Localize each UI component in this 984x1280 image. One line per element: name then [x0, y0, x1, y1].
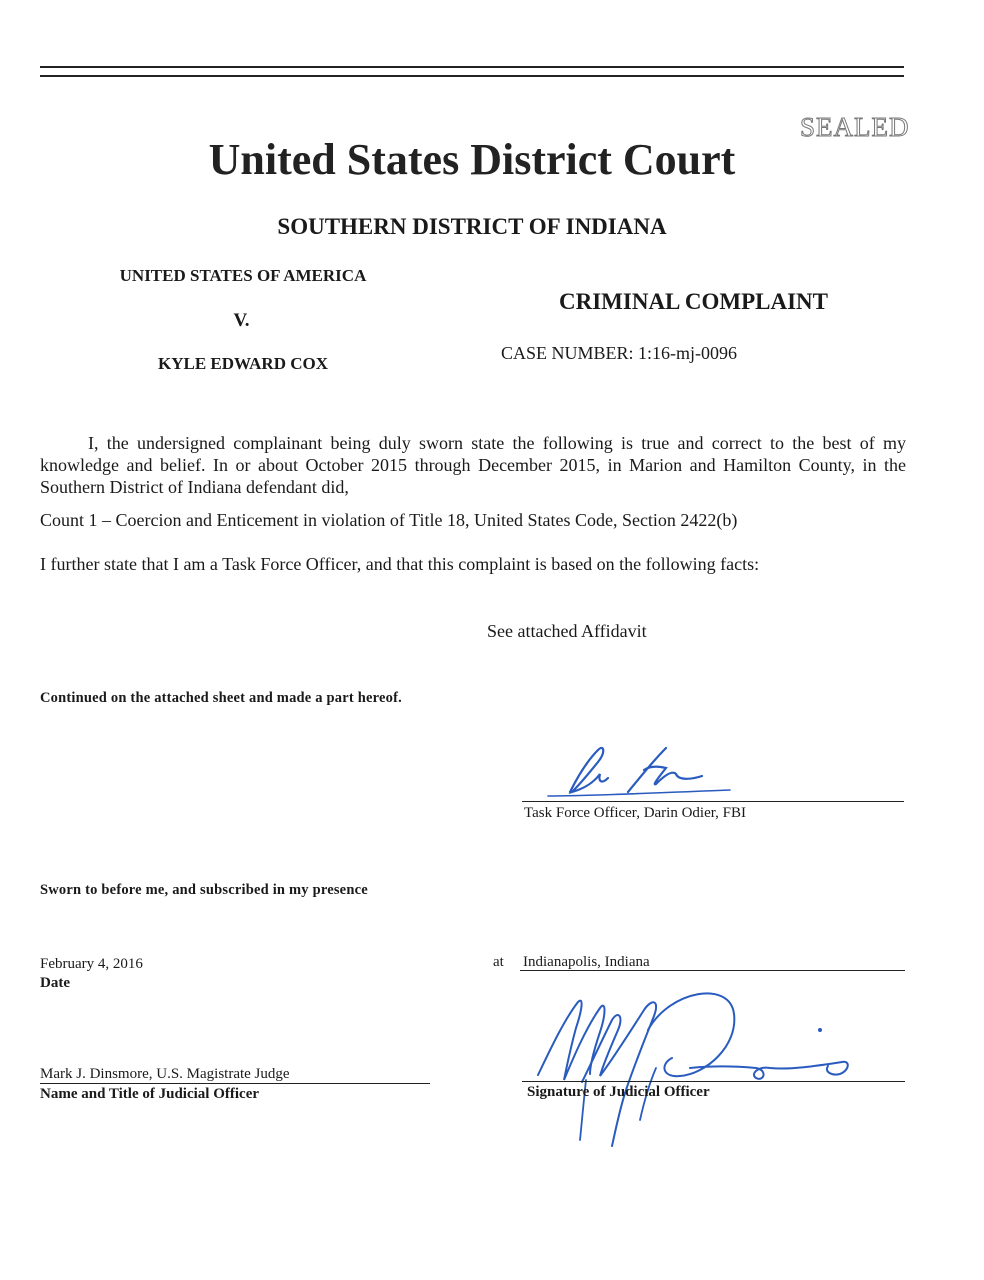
further-statement: I further state that I am a Task Force Officer, and that this complaint is based on the following facts: [40, 554, 760, 574]
sworn-note: Sworn to before me, and subscribed in my presence [40, 882, 368, 898]
plaintiff-name: UNITED STATES OF AMERICA [119, 266, 367, 285]
date-label: Date [40, 975, 70, 991]
complainant-caption: Task Force Officer, Darin Odier, FBI [524, 805, 746, 821]
location-value: Indianapolis, Indiana [523, 954, 650, 970]
attachment-note: See attached Affidavit [487, 621, 647, 641]
judicial-signature-label: Signature of Judicial Officer [527, 1084, 710, 1100]
case-number: CASE NUMBER: 1:16-mj-0096 [501, 343, 738, 363]
judicial-signature-line [522, 1081, 905, 1082]
district-heading: SOUTHERN DISTRICT OF INDIANA [277, 214, 667, 239]
judge-name: Mark J. Dinsmore, U.S. Magistrate Judge [40, 1066, 290, 1082]
continued-note: Continued on the attached sheet and made a part hereof. [40, 690, 402, 706]
at-label: at [493, 954, 504, 970]
document-title: CRIMINAL COMPLAINT [559, 289, 828, 314]
complaint-statement [40, 432, 906, 498]
judge-label: Name and Title of Judicial Officer [40, 1086, 260, 1102]
sealed-stamp: SEALED [800, 112, 910, 142]
defendant-name: KYLE EDWARD COX [157, 354, 329, 373]
top-rule-1 [40, 66, 904, 68]
top-rule-2 [40, 75, 904, 77]
judicial-officer-signature [520, 970, 860, 1155]
versus-label: V. [233, 310, 250, 331]
judge-name-line [40, 1083, 430, 1084]
date-value: February 4, 2016 [40, 956, 143, 972]
complaint-statement-text: I, the undersigned complainant being duly sworn state the following is true and correct to the best of my knowledge and belief. In or about October 2015 through December 2015, in Marion and Hamilton County, in the Southern District of Indiana defendant did, [40, 433, 906, 497]
count-line: Count 1 – Coercion and Enticement in violation of Title 18, United States Code, Section 2422(b) [40, 510, 738, 530]
court-title: United States District Court [208, 135, 736, 184]
complainant-signature-line [522, 801, 904, 802]
complainant-signature [540, 740, 740, 802]
